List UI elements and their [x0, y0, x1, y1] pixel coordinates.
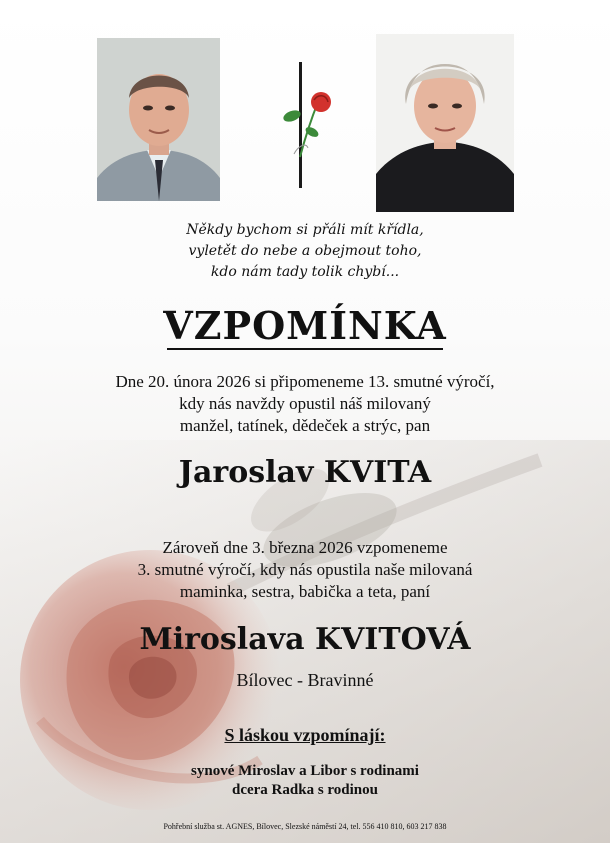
verse-line: Někdy bychom si přáli mít křídla, [186, 222, 424, 238]
funeral-service-footer: Pohřební služba st. AGNES, Bílovec, Slezské náměstí 24, tel. 556 410 810, 603 217 838 [163, 822, 447, 831]
cross-with-rose-icon [280, 62, 338, 188]
announcement-line: kdy nás navždy opustil náš milovaný [179, 394, 431, 413]
announcement-line: 3. smutné výročí, kdy nás opustila naše milovaná [137, 560, 473, 579]
deceased-name-first: Jaroslav KVITA [178, 455, 432, 490]
mourners-list [60, 762, 550, 800]
deceased-name-second: Miroslava KVITOVÁ [139, 622, 471, 657]
page-title: VZPOMÍNKA [163, 303, 447, 348]
place-name: Bílovec - Bravinné [236, 670, 374, 690]
title-underline [167, 348, 443, 350]
announcement-second [60, 537, 550, 603]
verse-line: vyletět do nebe a obejmout toho, [188, 243, 422, 259]
with-love-heading: S láskou vzpomínají: [224, 725, 386, 745]
announcement-first [60, 371, 550, 437]
announcement-line: manžel, tatínek, dědeček a strýc, pan [179, 416, 431, 435]
announcement-line: Dne 20. února 2026 si připomeneme 13. smutné výročí, [115, 372, 495, 391]
verse-line: kdo nám tady tolik chybí... [210, 264, 400, 280]
mourner-line: synové Miroslav a Libor s rodinami [191, 763, 419, 779]
portrait-man-photo [97, 38, 220, 201]
portrait-woman-photo [376, 34, 514, 212]
poem-verse [150, 220, 460, 283]
announcement-line: maminka, sestra, babička a teta, paní [179, 582, 431, 601]
mourner-line: dcera Radka s rodinou [231, 782, 378, 798]
announcement-line: Zároveň dne 3. března 2026 vzpomeneme [162, 538, 448, 557]
